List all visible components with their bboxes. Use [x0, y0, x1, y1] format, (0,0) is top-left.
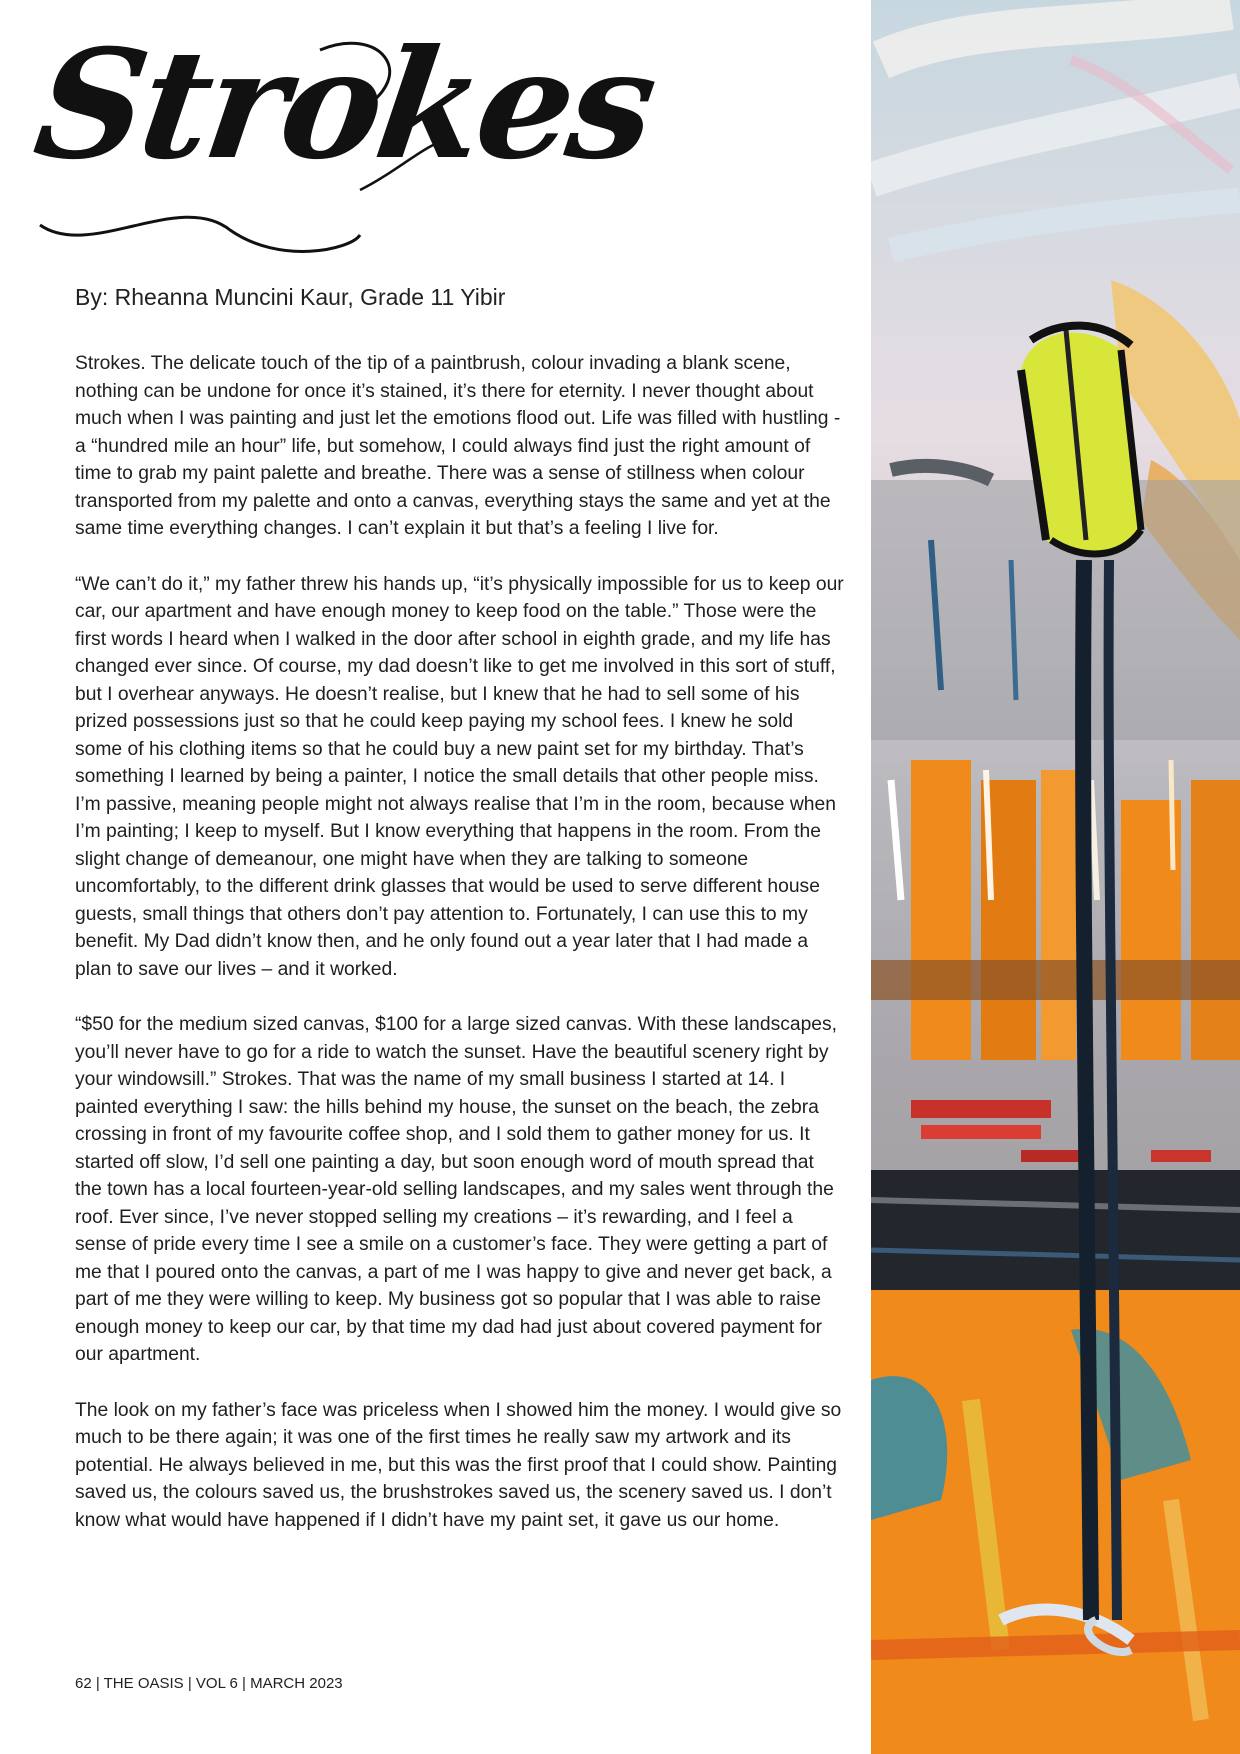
page-footer: 62 | THE OASIS | VOL 6 | MARCH 2023 [75, 1675, 343, 1692]
author-byline: By: Rheanna Muncini Kaur, Grade 11 Yibir [75, 284, 506, 310]
paragraph: The look on my father’s face was priceless when I showed him the money. I would give so much to be there again; it was one of the first times he really saw my artwork and its potential. He always believed in me, but this was the first proof that I could show. Painting saved us, the colours saved us, the brushstrokes saved us, the scenery saved us. I don’t know what would have happened if I didn’t have my paint set, it gave us our home. [75, 1399, 842, 1531]
paragraph: Strokes. The delicate touch of the tip of a paintbrush, colour invading a blank scene, nothing can be undone for once it’s stained, it’s there for eternity. I never thought about much when I was painting and just let the emotions flood out. Life was filled with hustling - a “hundred mile an hour” life, but somehow, I could always find just the right amount of time to grab my paint palette and breathe. There was a sense of stillness when colour transported from my palette and onto a canvas, everything stays the same and yet at the same time everything changes. I can’t explain it but that’s a feeling I live for. [75, 353, 841, 539]
painting-illustration [871, 0, 1240, 1754]
paragraph: “We can’t do it,” my father threw his hands up, “it’s physically impossible for us to keep our car, our apartment and have enough money to keep food on the table.” Those were the first words I heard when I walked in the door after school in eighth grade, and my life has changed ever since. Of course, my dad doesn’t like to get me involved in this sort of stuff, but I overhear anyways. He doesn’t realise, but I knew that he had to sell some of his prized possessions just so that he could keep paying my school fees. I knew he sold some of his clothing items so that he could buy a new paint set for my birthday. That’s something I learned by being a painter, I notice the small details that other people miss. I’m passive, meaning people might not always realise that I’m in the room, because when I’m painting; I keep to myself. But I know everything that happens in the room. From the slight change of demeanour, one might have when they are talking to someone uncomfortably, to the different drink glasses that would be used to serve different house guests, small things that others don’t pay attention to. Fortunately, I can use this to my benefit. My Dad didn’t know then, and he only found out a year later that I had made a plan to save our lives – and it worked. [75, 573, 844, 980]
paragraph: “$50 for the medium sized canvas, $100 for a large sized canvas. With these landscapes, you’ll never have to go for a ride to watch the sunset. Have the beautiful scenery right by your windowsill.” Strokes. That was the name of my small business I started at 14. I painted everything I saw: the hills behind my house, the sunset on the beach, the zebra crossing in front of my favourite coffee shop, and I sold them to gather money for us. It started off slow, I’d sell one painting a day, but soon enough word of mouth spread that the town has a local fourteen-year-old selling landscapes, and my sales went through the roof. Ever since, I’ve never stopped selling my creations – it’s rewarding, and I feel a sense of pride every time I see a smile on a customer’s face. They were getting a part of me that I poured onto the canvas, a part of me I was happy to give and never get back, a part of me they were willing to keep. My business got so popular that I was able to raise enough money to keep our car, by that time my dad had just about covered payment for our apartment. [75, 1014, 838, 1365]
article-title: Strokes [25, 17, 663, 193]
street-lamp-painting-icon [871, 0, 1240, 1754]
article-body [75, 350, 845, 1562]
